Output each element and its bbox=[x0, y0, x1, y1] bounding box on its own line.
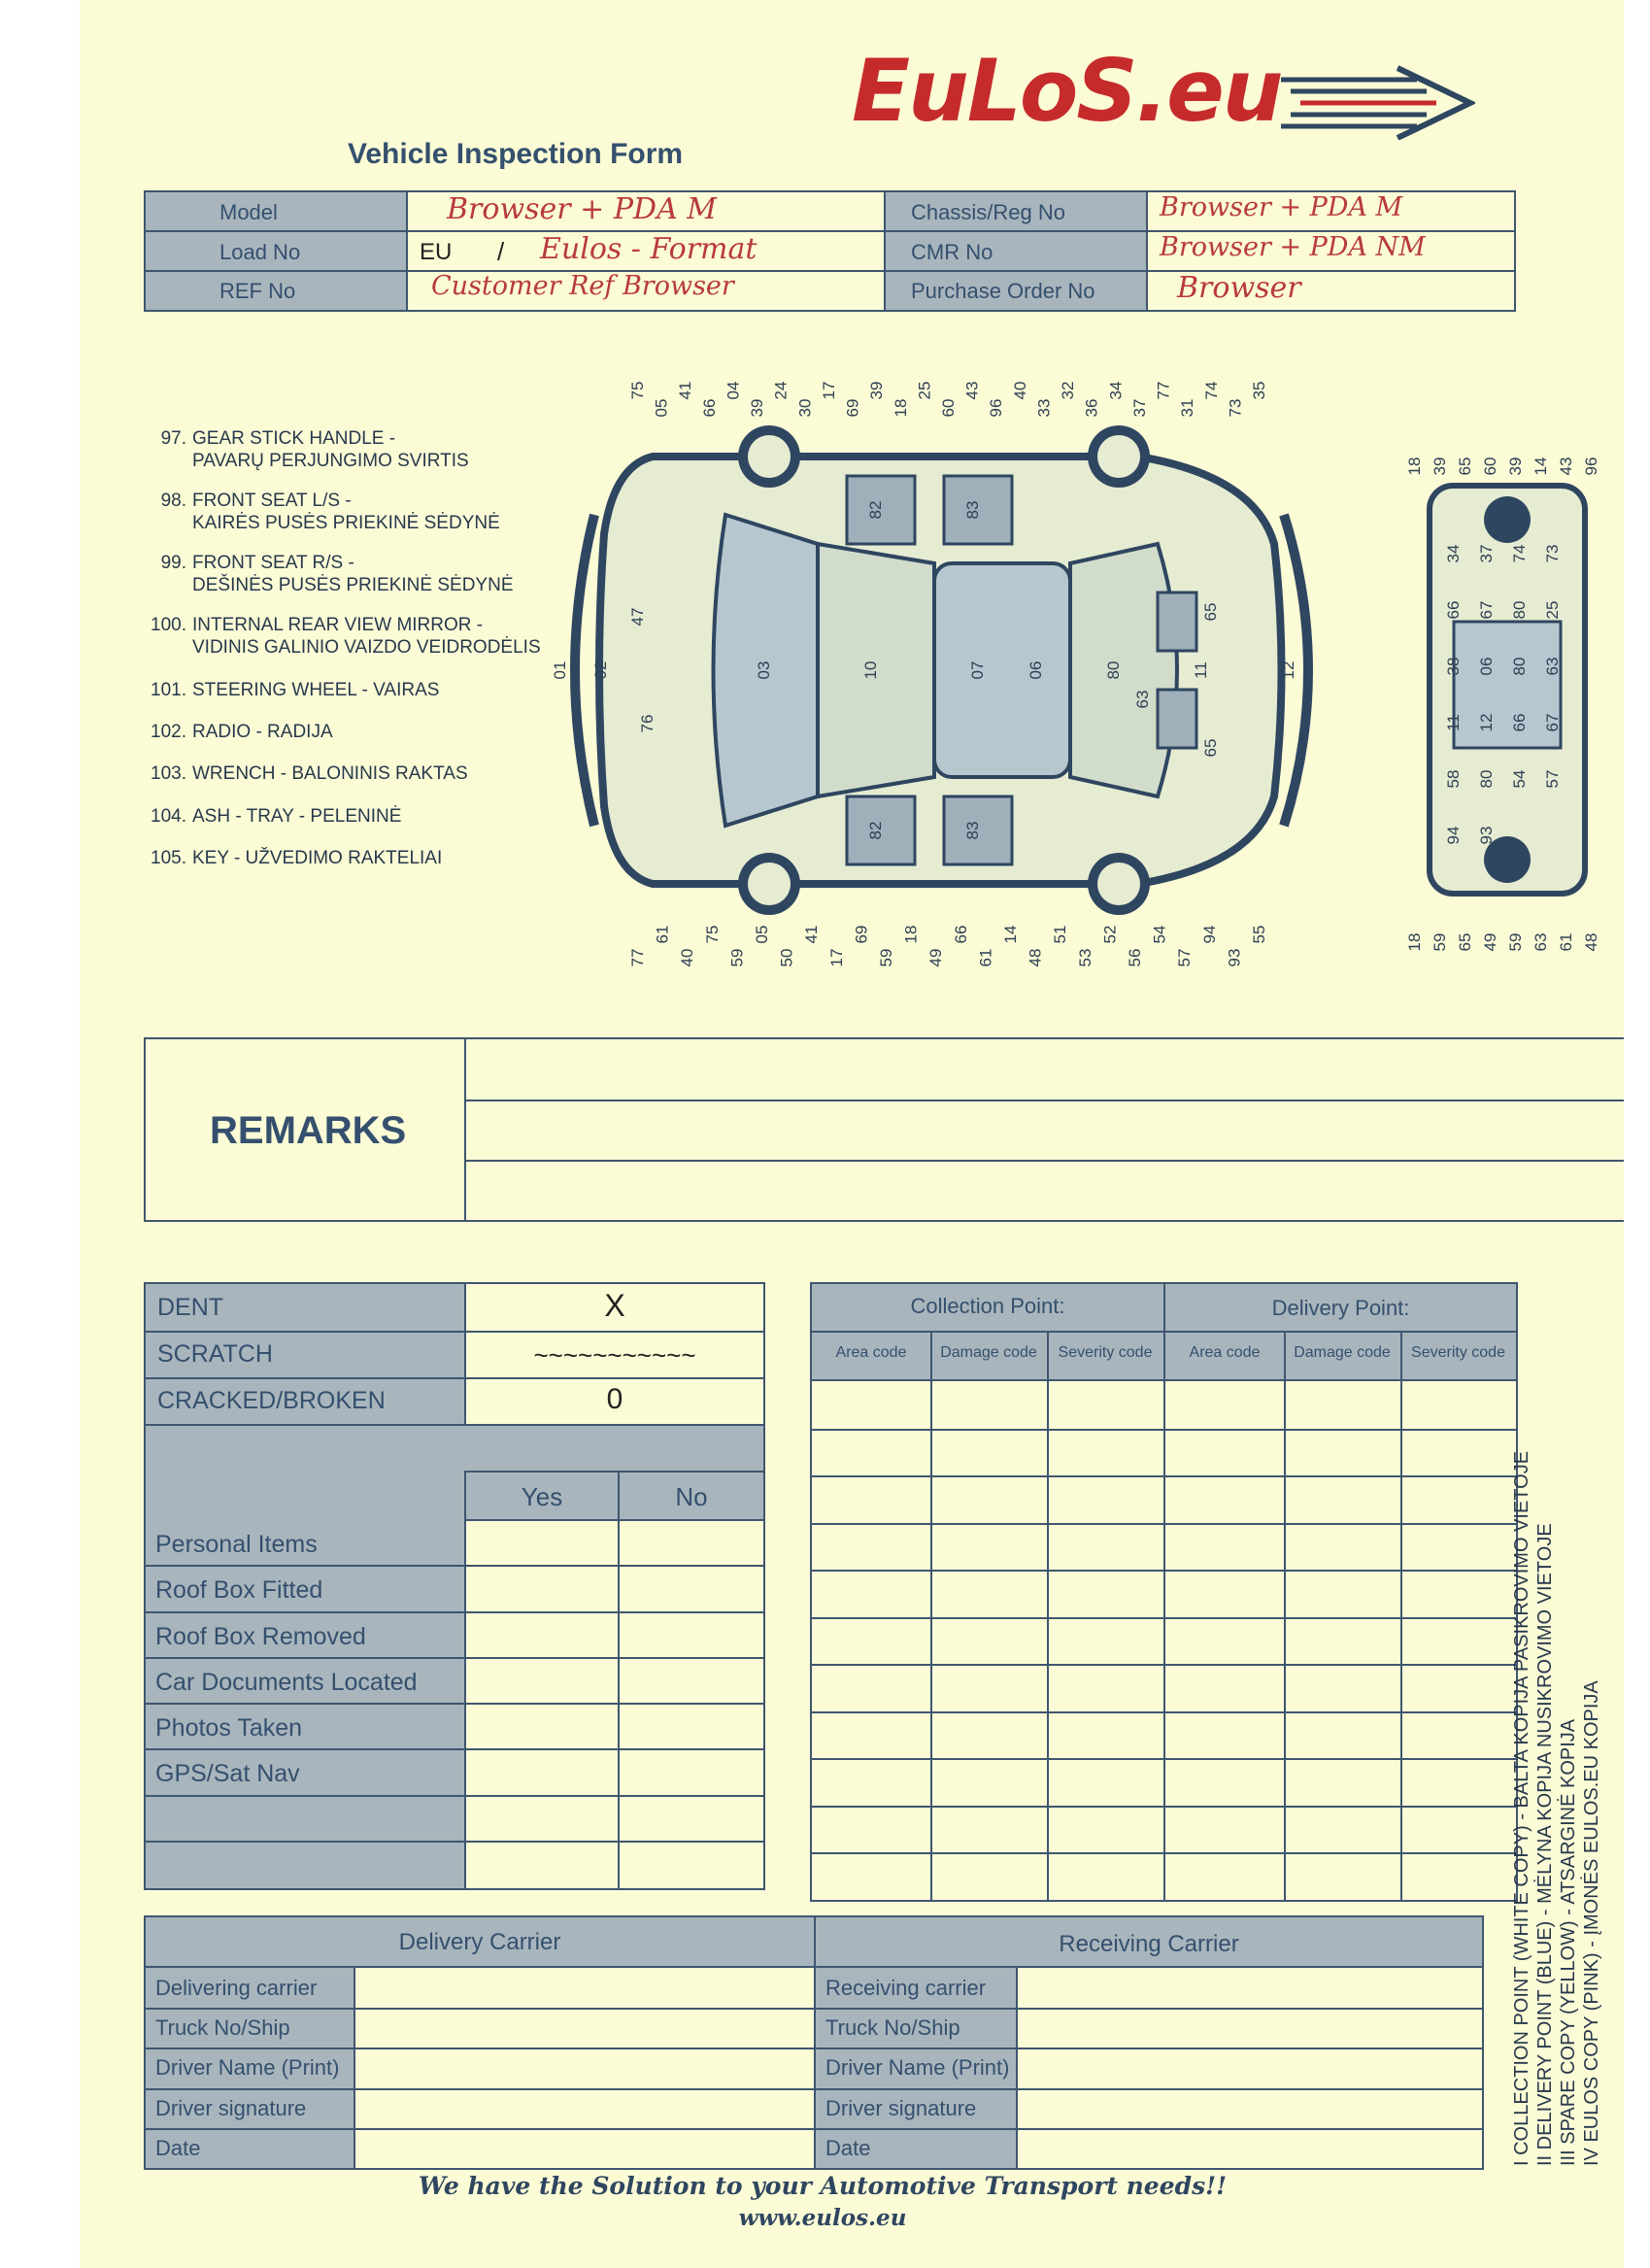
diagram-code-label: 59 bbox=[727, 948, 747, 967]
diagram-code-label: 18 bbox=[901, 925, 921, 944]
damage-code-cell[interactable] bbox=[814, 1854, 928, 1898]
damage-code-cell[interactable] bbox=[1286, 1572, 1398, 1615]
model-value: Browser + PDA M bbox=[447, 192, 717, 226]
diagram-code-label: 96 bbox=[1582, 457, 1600, 476]
delivery-carrier-field-label: Truck No/Ship bbox=[155, 2015, 290, 2041]
remarks-box bbox=[144, 1037, 1624, 1222]
delivery-carrier-field-input[interactable] bbox=[355, 2130, 812, 2166]
damage-code-cell[interactable] bbox=[1402, 1666, 1514, 1709]
brand-logo bbox=[852, 41, 1396, 148]
receiving-carrier-field-input[interactable] bbox=[1018, 1970, 1480, 2006]
scratch-value[interactable]: ~~~~~~~~~~~ bbox=[533, 1340, 696, 1370]
diagram-code-label: 65 bbox=[1201, 602, 1220, 622]
diagram-code-label: 18 bbox=[1405, 457, 1424, 476]
damage-code-cell[interactable] bbox=[1402, 1619, 1514, 1663]
diagram-code-label: 03 bbox=[755, 660, 773, 680]
diagram-code-label: 34 bbox=[1444, 544, 1463, 563]
diagram-code-label: 06 bbox=[1027, 660, 1045, 680]
diagram-code-label: 53 bbox=[1075, 948, 1094, 967]
diagram-code-label: 32 bbox=[1059, 381, 1078, 400]
damage-code-cell[interactable] bbox=[1049, 1431, 1162, 1474]
diagram-code-label: 80 bbox=[1510, 600, 1529, 620]
legend-item: 98. FRONT SEAT L/S - KAIRĖS PUSĖS PRIEKINĖ SĖDYNĖ bbox=[160, 491, 500, 533]
damage-code-cell[interactable] bbox=[1402, 1572, 1514, 1615]
diagram-code-label: 38 bbox=[1444, 657, 1463, 676]
damage-code-cell[interactable] bbox=[1049, 1808, 1162, 1851]
diagram-code-label: 80 bbox=[1510, 657, 1529, 676]
damage-column-header: Severity code bbox=[1411, 1344, 1505, 1361]
diagram-code-label: 33 bbox=[1034, 398, 1054, 418]
receiving-carrier-field-input[interactable] bbox=[1018, 2090, 1480, 2126]
damage-code-cell[interactable] bbox=[1167, 1713, 1282, 1757]
delivery-carrier-title: Delivery Carrier bbox=[398, 1929, 561, 1955]
damage-code-cell[interactable] bbox=[1167, 1383, 1282, 1427]
model-field[interactable] bbox=[408, 192, 886, 232]
diagram-code-label: 76 bbox=[638, 714, 657, 733]
copy-line: II DELIVERY POINT (BLUE) - MĖLYNA KOPIJA NUSIKROVIMO VIETOJE bbox=[1534, 1523, 1556, 2166]
form-title: Vehicle Inspection Form bbox=[348, 138, 684, 170]
checklist-item-label: GPS/Sat Nav bbox=[155, 1760, 300, 1788]
diagram-code-label: 34 bbox=[1106, 381, 1126, 400]
diagram-code-label: 82 bbox=[866, 500, 885, 520]
checklist-item-label: Roof Box Fitted bbox=[155, 1576, 323, 1605]
checklist-yes-cell[interactable] bbox=[466, 1843, 618, 1886]
logo-arrow-icon bbox=[1281, 62, 1475, 140]
copy-line: III SPARE COPY (YELLOW) - ATSARGINĖ KOPIJA bbox=[1558, 1718, 1579, 2166]
diagram-code-label: 96 bbox=[987, 398, 1006, 418]
diagram-code-label: 12 bbox=[1477, 713, 1496, 732]
diagram-code-label: 47 bbox=[628, 607, 647, 626]
checklist-no-cell[interactable] bbox=[620, 1567, 763, 1610]
damage-code-cell[interactable] bbox=[1286, 1431, 1398, 1474]
checklist-no-cell[interactable] bbox=[620, 1613, 763, 1657]
diagram-code-label: 66 bbox=[1444, 600, 1463, 620]
damage-code-cell[interactable] bbox=[1286, 1477, 1398, 1521]
side-wheel-top-icon bbox=[1484, 496, 1531, 543]
diagram-code-label: 14 bbox=[1001, 925, 1020, 944]
damage-code-cell[interactable] bbox=[1402, 1713, 1514, 1757]
chassis-field[interactable] bbox=[1148, 192, 1514, 232]
damage-code-cell[interactable] bbox=[1286, 1713, 1398, 1757]
diagram-code-label: 56 bbox=[1126, 948, 1144, 967]
checklist-yes-cell[interactable] bbox=[466, 1797, 618, 1841]
diagram-code-label: 50 bbox=[777, 948, 796, 967]
diagram-code-label: 60 bbox=[939, 398, 958, 418]
damage-code-cell[interactable] bbox=[1167, 1808, 1282, 1851]
damage-code-cell[interactable] bbox=[932, 1760, 1045, 1804]
receiving-carrier-field-input[interactable] bbox=[1018, 2130, 1480, 2166]
car-side-diagram bbox=[1400, 427, 1624, 952]
diagram-code-label: 63 bbox=[1532, 932, 1550, 952]
cmr-value: Browser + PDA NM bbox=[1160, 232, 1426, 262]
load-prefix: EU bbox=[420, 239, 453, 265]
no-header: No bbox=[675, 1482, 708, 1511]
diagram-code-label: 31 bbox=[1178, 398, 1197, 418]
diagram-code-label: 77 bbox=[1154, 381, 1173, 400]
diagram-code-label: 11 bbox=[1192, 661, 1210, 679]
diagram-code-label: 63 bbox=[1133, 690, 1152, 709]
damage-column-header: Area code bbox=[1189, 1344, 1261, 1361]
diagram-code-label: 80 bbox=[1477, 769, 1496, 789]
delivery-carrier-field-label: Delivering carrier bbox=[155, 1976, 318, 2000]
damage-code-cell[interactable] bbox=[1167, 1619, 1282, 1663]
copy-line: IV EULOS COPY (PINK) - ĮMONĖS EULOS.EU KOPIJA bbox=[1581, 1680, 1602, 2166]
diagram-code-label: 73 bbox=[1226, 398, 1245, 418]
header-table bbox=[144, 190, 1516, 312]
diagram-code-label: 54 bbox=[1150, 925, 1169, 944]
damage-code-cell[interactable] bbox=[814, 1431, 928, 1474]
diagram-code-label: 83 bbox=[963, 500, 982, 520]
delivery-carrier-field-label: Date bbox=[155, 2135, 201, 2160]
diagram-code-label: 37 bbox=[1129, 398, 1149, 418]
damage-code-cell[interactable] bbox=[932, 1383, 1045, 1427]
damage-column-header: Damage code bbox=[940, 1344, 1037, 1361]
checklist-no-cell[interactable] bbox=[620, 1521, 763, 1565]
damage-code-cell[interactable] bbox=[1049, 1572, 1162, 1615]
diagram-code-label: 66 bbox=[1510, 713, 1529, 732]
damage-code-cell[interactable] bbox=[1402, 1383, 1514, 1427]
diagram-code-label: 30 bbox=[795, 398, 815, 418]
diagram-code-label: 63 bbox=[1543, 657, 1562, 676]
damage-code-cell[interactable] bbox=[814, 1383, 928, 1427]
diagram-code-label: 39 bbox=[748, 398, 767, 418]
diagram-code-label: 25 bbox=[1543, 600, 1562, 620]
damage-code-cell[interactable] bbox=[1049, 1477, 1162, 1521]
diagram-code-label: 65 bbox=[1456, 932, 1474, 952]
carriers-table bbox=[144, 1915, 1484, 2170]
damage-code-cell[interactable] bbox=[1049, 1666, 1162, 1709]
damage-code-cell[interactable] bbox=[1402, 1477, 1514, 1521]
diagram-code-label: 74 bbox=[1201, 381, 1221, 400]
receiving-carrier-field-label: Truck No/Ship bbox=[825, 2015, 960, 2041]
receiving-carrier-field-label: Driver Name (Print) bbox=[825, 2055, 1010, 2081]
diagram-code-label: 12 bbox=[1279, 660, 1297, 680]
diagram-code-label: 61 bbox=[653, 925, 672, 944]
delivery-carrier-field-input[interactable] bbox=[355, 1970, 812, 2006]
diagram-code-label: 80 bbox=[1104, 660, 1123, 680]
diagram-code-label: 39 bbox=[867, 381, 887, 400]
diagram-code-label: 40 bbox=[1010, 381, 1029, 400]
checklist-no-cell[interactable] bbox=[620, 1750, 763, 1794]
legend-item: 104. ASH - TRAY - PELENINĖ bbox=[151, 806, 402, 827]
diagram-code-label: 65 bbox=[1456, 457, 1474, 476]
diagram-code-label: 41 bbox=[676, 381, 695, 400]
diagram-code-label: 93 bbox=[1477, 826, 1496, 845]
diagram-code-label: 43 bbox=[1557, 457, 1575, 476]
diagram-code-label: 65 bbox=[1201, 738, 1220, 758]
diagram-code-label: 54 bbox=[1510, 769, 1529, 789]
inspection-form-page bbox=[80, 0, 1624, 2268]
damage-code-cell[interactable] bbox=[1167, 1666, 1282, 1709]
footer-slogan: We have the Solution to your Automotive Transport needs!! bbox=[418, 2172, 1228, 2200]
load-label-cell bbox=[146, 232, 408, 272]
diagram-code-label: 18 bbox=[891, 398, 910, 418]
damage-code-cell[interactable] bbox=[1402, 1431, 1514, 1474]
damage-code-cell[interactable] bbox=[814, 1619, 928, 1663]
diagram-code-label: 83 bbox=[963, 821, 982, 840]
damage-code-cell[interactable] bbox=[1167, 1760, 1282, 1804]
diagram-code-label: 55 bbox=[1250, 925, 1268, 944]
damage-code-cell[interactable] bbox=[814, 1477, 928, 1521]
diagram-code-label: 66 bbox=[699, 398, 719, 418]
checklist-no-cell[interactable] bbox=[620, 1705, 763, 1748]
model-label-cell bbox=[146, 192, 408, 232]
copy-line: I COLLECTION POINT (WHITE COPY) - BALTA KOPIJA PASIKROVIMO VIETOJE bbox=[1511, 1450, 1532, 2166]
receiving-carrier-field-label: Date bbox=[825, 2135, 871, 2160]
diagram-code-label: 04 bbox=[724, 381, 743, 400]
diagram-code-label: 39 bbox=[1506, 457, 1525, 476]
footer-website[interactable]: www.eulos.eu bbox=[738, 2205, 907, 2231]
damage-code-cell[interactable] bbox=[1286, 1760, 1398, 1804]
damage-code-cell[interactable] bbox=[814, 1713, 928, 1757]
damage-code-cell[interactable] bbox=[1049, 1619, 1162, 1663]
damage-code-cell[interactable] bbox=[1167, 1431, 1282, 1474]
damage-column-header: Severity code bbox=[1058, 1344, 1153, 1361]
checklist-yes-cell[interactable] bbox=[466, 1705, 618, 1748]
ref-label: REF No bbox=[219, 279, 296, 303]
diagram-code-label: 10 bbox=[861, 660, 880, 680]
damage-code-cell[interactable] bbox=[932, 1572, 1045, 1615]
damage-code-cell[interactable] bbox=[1402, 1525, 1514, 1569]
receiving-carrier-field-input[interactable] bbox=[1018, 2049, 1480, 2085]
delivery-carrier-field-label: Driver Name (Print) bbox=[155, 2055, 340, 2081]
damage-code-cell[interactable] bbox=[932, 1619, 1045, 1663]
damage-code-cell[interactable] bbox=[814, 1572, 928, 1615]
damage-column-header: Damage code bbox=[1294, 1344, 1391, 1361]
yes-header: Yes bbox=[521, 1482, 563, 1511]
diagram-code-label: 67 bbox=[1543, 713, 1562, 732]
load-separator: / bbox=[497, 237, 505, 266]
delivery-point-title: Delivery Point: bbox=[1271, 1296, 1410, 1320]
damage-code-cell[interactable] bbox=[1286, 1854, 1398, 1898]
checklist-yes-cell[interactable] bbox=[466, 1613, 618, 1657]
damage-code-cell[interactable] bbox=[932, 1713, 1045, 1757]
damage-code-cell[interactable] bbox=[814, 1760, 928, 1804]
legend-item: 101. STEERING WHEEL - VAIRAS bbox=[151, 680, 440, 700]
diagram-code-label: 01 bbox=[551, 660, 569, 680]
diagram-code-label: 69 bbox=[852, 925, 871, 944]
receiving-carrier-title: Receiving Carrier bbox=[1059, 1931, 1239, 1957]
cmr-label-cell bbox=[886, 232, 1148, 272]
diagram-code-label: 51 bbox=[1051, 925, 1070, 944]
checklist-item-label: Roof Box Removed bbox=[155, 1622, 366, 1650]
chassis-label: Chassis/Reg No bbox=[911, 200, 1065, 224]
damage-code-cell[interactable] bbox=[932, 1477, 1045, 1521]
diagram-code-label: 94 bbox=[1444, 826, 1463, 845]
damage-code-cell[interactable] bbox=[1049, 1854, 1162, 1898]
diagram-code-label: 74 bbox=[1510, 544, 1529, 563]
remarks-line-1[interactable] bbox=[466, 1039, 1624, 1101]
checklist-yes-cell[interactable] bbox=[466, 1659, 618, 1703]
diagram-code-label: 77 bbox=[628, 948, 647, 967]
diagram-code-label: 49 bbox=[926, 948, 946, 967]
diagram-code-label: 94 bbox=[1199, 925, 1219, 944]
delivery-carrier-field-input[interactable] bbox=[355, 2090, 812, 2126]
scratch-label: SCRATCH bbox=[157, 1340, 273, 1368]
diagram-code-label: 57 bbox=[1175, 948, 1195, 967]
damage-code-cell[interactable] bbox=[932, 1854, 1045, 1898]
receiving-carrier-field-input[interactable] bbox=[1018, 2010, 1480, 2046]
receiving-carrier-field-label: Receiving carrier bbox=[825, 1976, 987, 2000]
diagram-code-label: 61 bbox=[1557, 932, 1575, 952]
delivery-carrier-field-label: Driver signature bbox=[155, 2095, 307, 2120]
diagram-code-label: 39 bbox=[1431, 457, 1449, 476]
checklist-item-label: Photos Taken bbox=[155, 1714, 303, 1742]
cmr-field[interactable] bbox=[1148, 232, 1514, 272]
remarks-line-3[interactable] bbox=[466, 1160, 1624, 1220]
damage-code-cell[interactable] bbox=[1402, 1854, 1514, 1898]
diagram-code-label: 57 bbox=[1543, 769, 1562, 789]
damage-column-header: Area code bbox=[835, 1344, 907, 1361]
delivery-carrier-field-input[interactable] bbox=[355, 2049, 812, 2085]
damage-code-cell[interactable] bbox=[1286, 1525, 1398, 1569]
diagram-code-label: 75 bbox=[628, 381, 647, 400]
diagram-code-label: 59 bbox=[1431, 932, 1449, 952]
legend-item: 105. KEY - UŽVEDIMO RAKTELIAI bbox=[151, 848, 443, 868]
damage-code-cell[interactable] bbox=[932, 1808, 1045, 1851]
remarks-line-2[interactable] bbox=[466, 1100, 1624, 1162]
damage-code-cell[interactable] bbox=[1167, 1572, 1282, 1615]
model-label: Model bbox=[219, 200, 278, 224]
diagram-code-label: 93 bbox=[1225, 948, 1244, 967]
damage-code-cell[interactable] bbox=[1167, 1525, 1282, 1569]
checklist-yes-cell[interactable] bbox=[466, 1567, 618, 1610]
diagram-code-label: 24 bbox=[771, 381, 791, 400]
po-value: Browser bbox=[1177, 271, 1301, 305]
chassis-label-cell bbox=[886, 192, 1148, 232]
load-value: Eulos - Format bbox=[540, 232, 758, 266]
diagram-code-label: 06 bbox=[1477, 657, 1496, 676]
damage-code-cell[interactable] bbox=[1286, 1619, 1398, 1663]
damage-code-cell[interactable] bbox=[1049, 1525, 1162, 1569]
cmr-label: CMR No bbox=[911, 240, 993, 264]
ref-label-cell bbox=[146, 272, 408, 310]
legend-item: 97. GEAR STICK HANDLE - PAVARŲ PERJUNGIMO SVIRTIS bbox=[160, 428, 469, 471]
diagram-code-label: 40 bbox=[678, 948, 697, 967]
dent-label: DENT bbox=[157, 1294, 224, 1321]
diagram-code-label: 17 bbox=[826, 948, 846, 967]
diagram-code-label: 52 bbox=[1100, 925, 1120, 944]
receiving-carrier-field-label: Driver signature bbox=[825, 2095, 977, 2120]
load-label: Load No bbox=[219, 240, 301, 264]
po-label-cell bbox=[886, 272, 1148, 310]
legend-item: 102. RADIO - RADIJA bbox=[151, 722, 333, 742]
checklist-yes-cell[interactable] bbox=[466, 1521, 618, 1565]
cracked-label: CRACKED/BROKEN bbox=[157, 1387, 386, 1414]
damage-code-cell[interactable] bbox=[1049, 1760, 1162, 1804]
collection-point-title: Collection Point: bbox=[910, 1294, 1065, 1318]
damage-code-table bbox=[810, 1282, 1518, 1902]
chassis-value: Browser + PDA M bbox=[1160, 192, 1403, 222]
diagram-code-label: 36 bbox=[1082, 398, 1101, 418]
diagram-code-label: 49 bbox=[1481, 932, 1499, 952]
dent-value[interactable]: X bbox=[604, 1288, 625, 1323]
damage-code-cell[interactable] bbox=[1286, 1808, 1398, 1851]
diagram-code-label: 60 bbox=[1481, 457, 1499, 476]
diagram-code-label: 48 bbox=[1582, 932, 1600, 952]
diagram-code-label: 58 bbox=[1444, 769, 1463, 789]
diagram-code-label: 41 bbox=[802, 925, 822, 944]
diagram-code-label: 59 bbox=[1506, 932, 1525, 952]
damage-code-cell[interactable] bbox=[932, 1666, 1045, 1709]
checklist-no-cell[interactable] bbox=[620, 1797, 763, 1841]
diagram-code-label: 82 bbox=[866, 821, 885, 840]
damage-code-cell[interactable] bbox=[932, 1525, 1045, 1569]
legend-item: 100. INTERNAL REAR VIEW MIRROR - VIDINIS GALINIO VAIZDO VEIDRODĖLIS bbox=[151, 615, 541, 658]
legend-item: 103. WRENCH - BALONINIS RAKTAS bbox=[151, 763, 468, 784]
damage-code-cell[interactable] bbox=[932, 1431, 1045, 1474]
diagram-code-label: 59 bbox=[877, 948, 895, 967]
diagram-code-label: 25 bbox=[915, 381, 934, 400]
diagram-code-label: 43 bbox=[962, 381, 982, 400]
diagram-code-label: 02 bbox=[591, 660, 610, 680]
diagram-code-label: 69 bbox=[843, 398, 862, 418]
diagram-code-label: 07 bbox=[968, 660, 987, 680]
diagram-code-label: 11 bbox=[1444, 714, 1463, 731]
delivery-carrier-field-input[interactable] bbox=[355, 2010, 812, 2046]
damage-code-cell[interactable] bbox=[1167, 1854, 1282, 1898]
damage-code-cell[interactable] bbox=[1286, 1666, 1398, 1709]
diagram-code-label: 48 bbox=[1026, 948, 1045, 967]
diagram-code-label: 67 bbox=[1477, 600, 1496, 620]
diagram-code-label: 66 bbox=[951, 925, 970, 944]
checklist-item-label: Car Documents Located bbox=[155, 1668, 418, 1696]
damage-checklist bbox=[144, 1282, 765, 1890]
damage-code-cell[interactable] bbox=[1049, 1713, 1162, 1757]
damage-code-cell[interactable] bbox=[814, 1666, 928, 1709]
diagram-code-label: 05 bbox=[753, 925, 771, 944]
remarks-title: REMARKS bbox=[210, 1109, 407, 1152]
damage-code-cell[interactable] bbox=[1402, 1808, 1514, 1851]
damage-code-cell[interactable] bbox=[1402, 1760, 1514, 1804]
bottom-code-labels bbox=[628, 926, 1268, 967]
diagram-code-label: 17 bbox=[819, 381, 838, 400]
checklist-item-label: Personal Items bbox=[155, 1531, 318, 1558]
ref-value: Customer Ref Browser bbox=[431, 271, 734, 301]
load-field[interactable] bbox=[408, 232, 886, 272]
checklist-yes-cell[interactable] bbox=[466, 1750, 618, 1794]
damage-code-cell[interactable] bbox=[1286, 1383, 1398, 1427]
diagram-code-label: 75 bbox=[702, 925, 722, 944]
diagram-code-label: 61 bbox=[976, 948, 995, 967]
cracked-value[interactable]: 0 bbox=[606, 1383, 623, 1415]
damage-code-cell[interactable] bbox=[1167, 1477, 1282, 1521]
diagram-code-label: 37 bbox=[1477, 544, 1496, 563]
po-label: Purchase Order No bbox=[911, 279, 1095, 303]
diagram-code-label: 73 bbox=[1543, 544, 1562, 563]
damage-code-cell[interactable] bbox=[814, 1808, 928, 1851]
diagram-code-label: 05 bbox=[652, 398, 671, 418]
top-code-labels bbox=[628, 382, 1268, 418]
diagram-code-label: 14 bbox=[1532, 457, 1550, 476]
car-damage-diagram bbox=[536, 379, 1391, 971]
ref-field[interactable] bbox=[408, 272, 886, 310]
checklist-no-cell[interactable] bbox=[620, 1659, 763, 1703]
diagram-code-label: 18 bbox=[1405, 932, 1424, 952]
po-field[interactable] bbox=[1148, 272, 1514, 310]
logo-text: EuLoS.eu bbox=[852, 41, 1282, 141]
diagram-code-label: 35 bbox=[1250, 381, 1268, 400]
damage-code-cell[interactable] bbox=[814, 1525, 928, 1569]
damage-code-cell[interactable] bbox=[1049, 1383, 1162, 1427]
checklist-no-cell[interactable] bbox=[620, 1843, 763, 1886]
legend-item: 99. FRONT SEAT R/S - DEŠINĖS PUSĖS PRIEKINĖ SĖDYNĖ bbox=[160, 553, 514, 595]
